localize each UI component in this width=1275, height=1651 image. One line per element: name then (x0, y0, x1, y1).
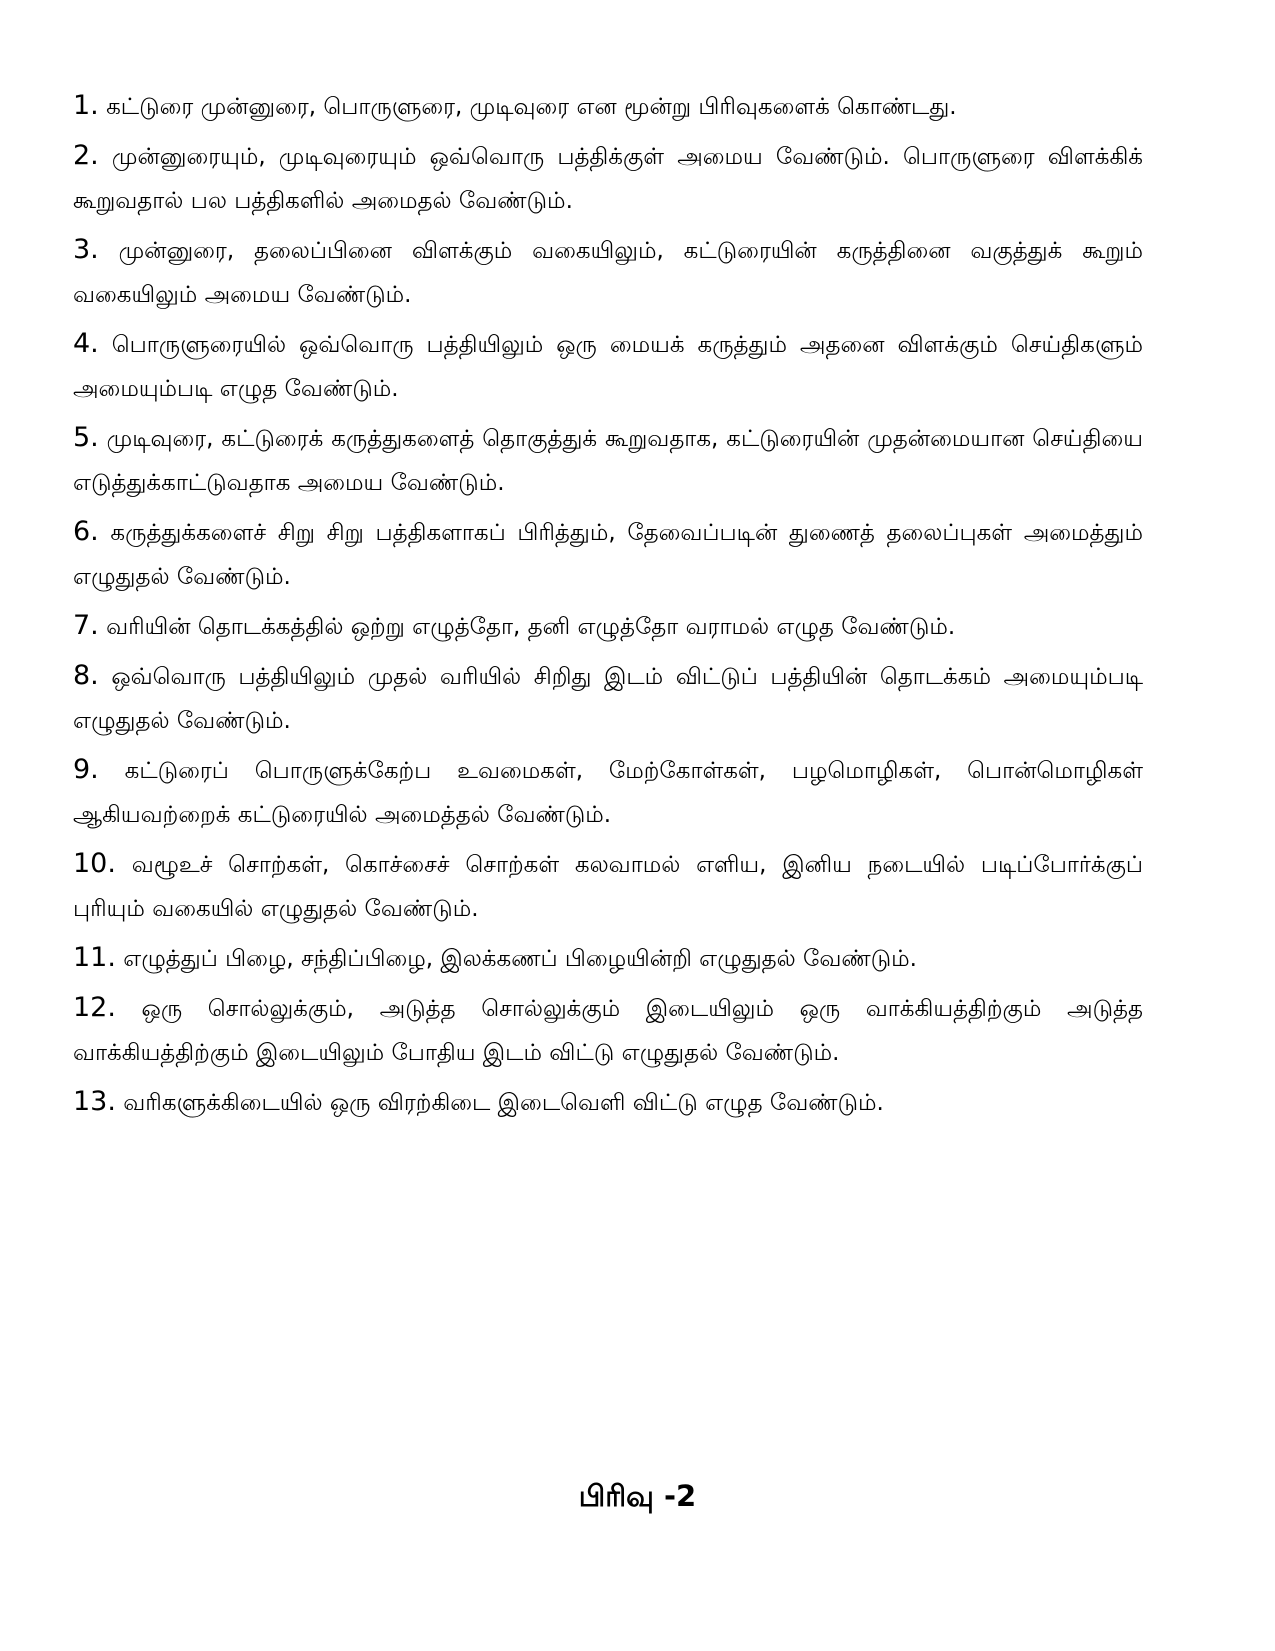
guideline-text: எழுத்துப் பிழை, சந்திப்பிழை, இலக்கணப் பிழையின்றி எழுதுதல் வேண்டும். (123, 946, 917, 972)
guideline-text: கருத்துக்களைச் சிறு சிறு பத்திகளாகப் பிரித்தும், தேவைப்படின் துணைத் தலைப்புகள் அமைத்தும் எழுதுதல் வேண்டும். (73, 520, 1143, 590)
guideline-item (73, 604, 1143, 649)
guideline-number: 6. (73, 516, 99, 547)
guideline-number: 2. (73, 140, 99, 171)
guideline-number: 13. (73, 1086, 116, 1117)
guideline-text: ஒரு சொல்லுக்கும், அடுத்த சொல்லுக்கும் இடையிலும் ஒரு வாக்கியத்திற்கும் அடுத்த வாக்கியத்திற்கும் இடையிலும் போதிய இடம் விட்டு எழுதுதல் வேண்டும். (73, 996, 1143, 1066)
guideline-number: 8. (73, 660, 99, 691)
guideline-text: வரியின் தொடக்கத்தில் ஒற்று எழுத்தோ, தனி எழுத்தோ வராமல் எழுத வேண்டும். (106, 614, 956, 640)
guideline-number: 12. (73, 992, 116, 1023)
section-heading: பிரிவு -2 (578, 1479, 697, 1513)
guideline-item (73, 322, 1143, 411)
guideline-item (73, 986, 1143, 1075)
essay-guidelines-list (73, 84, 1143, 1130)
guideline-item (73, 842, 1143, 931)
guideline-item (73, 510, 1143, 599)
guideline-number: 4. (73, 328, 99, 359)
guideline-item (73, 654, 1143, 743)
guideline-number: 3. (73, 234, 99, 265)
guideline-number: 9. (73, 754, 99, 785)
guideline-text: வரிகளுக்கிடையில் ஒரு விரற்கிடை இடைவெளி விட்டு எழுத வேண்டும். (123, 1090, 884, 1116)
guideline-number: 11. (73, 942, 116, 973)
guideline-number: 5. (73, 422, 99, 453)
guideline-item (73, 134, 1143, 223)
guideline-item (73, 228, 1143, 317)
guideline-item (73, 84, 1143, 129)
guideline-number: 1. (73, 90, 99, 121)
guideline-text: கட்டுரை முன்னுரை, பொருளுரை, முடிவுரை என மூன்று பிரிவுகளைக் கொண்டது. (106, 94, 957, 120)
guideline-text: ஒவ்வொரு பத்தியிலும் முதல் வரியில் சிறிது இடம் விட்டுப் பத்தியின் தொடக்கம் அமையும்படி எழுதுதல் வேண்டும். (73, 664, 1143, 734)
guideline-item (73, 936, 1143, 981)
guideline-text: முன்னுரையும், முடிவுரையும் ஒவ்வொரு பத்திக்குள் அமைய வேண்டும். பொருளுரை விளக்கிக் கூறுவதால் பல பத்திகளில் அமைதல் வேண்டும். (73, 144, 1143, 214)
guideline-text: வழூஉச் சொற்கள், கொச்சைச் சொற்கள் கலவாமல் எளிய, இனிய நடையில் படிப்போர்க்குப் புரியும் வகையில் எழுதுதல் வேண்டும். (73, 852, 1143, 922)
guideline-text: கட்டுரைப் பொருளுக்கேற்ப உவமைகள், மேற்கோள்கள், பழமொழிகள், பொன்மொழிகள் ஆகியவற்றைக் கட்டுரையில் அமைத்தல் வேண்டும். (73, 758, 1144, 828)
guideline-text: பொருளுரையில் ஒவ்வொரு பத்தியிலும் ஒரு மையக் கருத்தும் அதனை விளக்கும் செய்திகளும் அமையும்படி எழுத வேண்டும். (73, 332, 1143, 402)
guideline-number: 10. (73, 848, 116, 879)
guideline-number: 7. (73, 610, 99, 641)
guideline-item (73, 416, 1143, 505)
guideline-text: முடிவுரை, கட்டுரைக் கருத்துகளைத் தொகுத்துக் கூறுவதாக, கட்டுரையின் முதன்மையான செய்தியை எடுத்துக்காட்டுவதாக அமைய வேண்டும். (73, 426, 1143, 496)
guideline-text: முன்னுரை, தலைப்பினை விளக்கும் வகையிலும், கட்டுரையின் கருத்தினை வகுத்துக் கூறும் வகையிலும் அமைய வேண்டும். (73, 238, 1144, 308)
guideline-item (73, 1080, 1143, 1125)
guideline-item (73, 748, 1143, 837)
